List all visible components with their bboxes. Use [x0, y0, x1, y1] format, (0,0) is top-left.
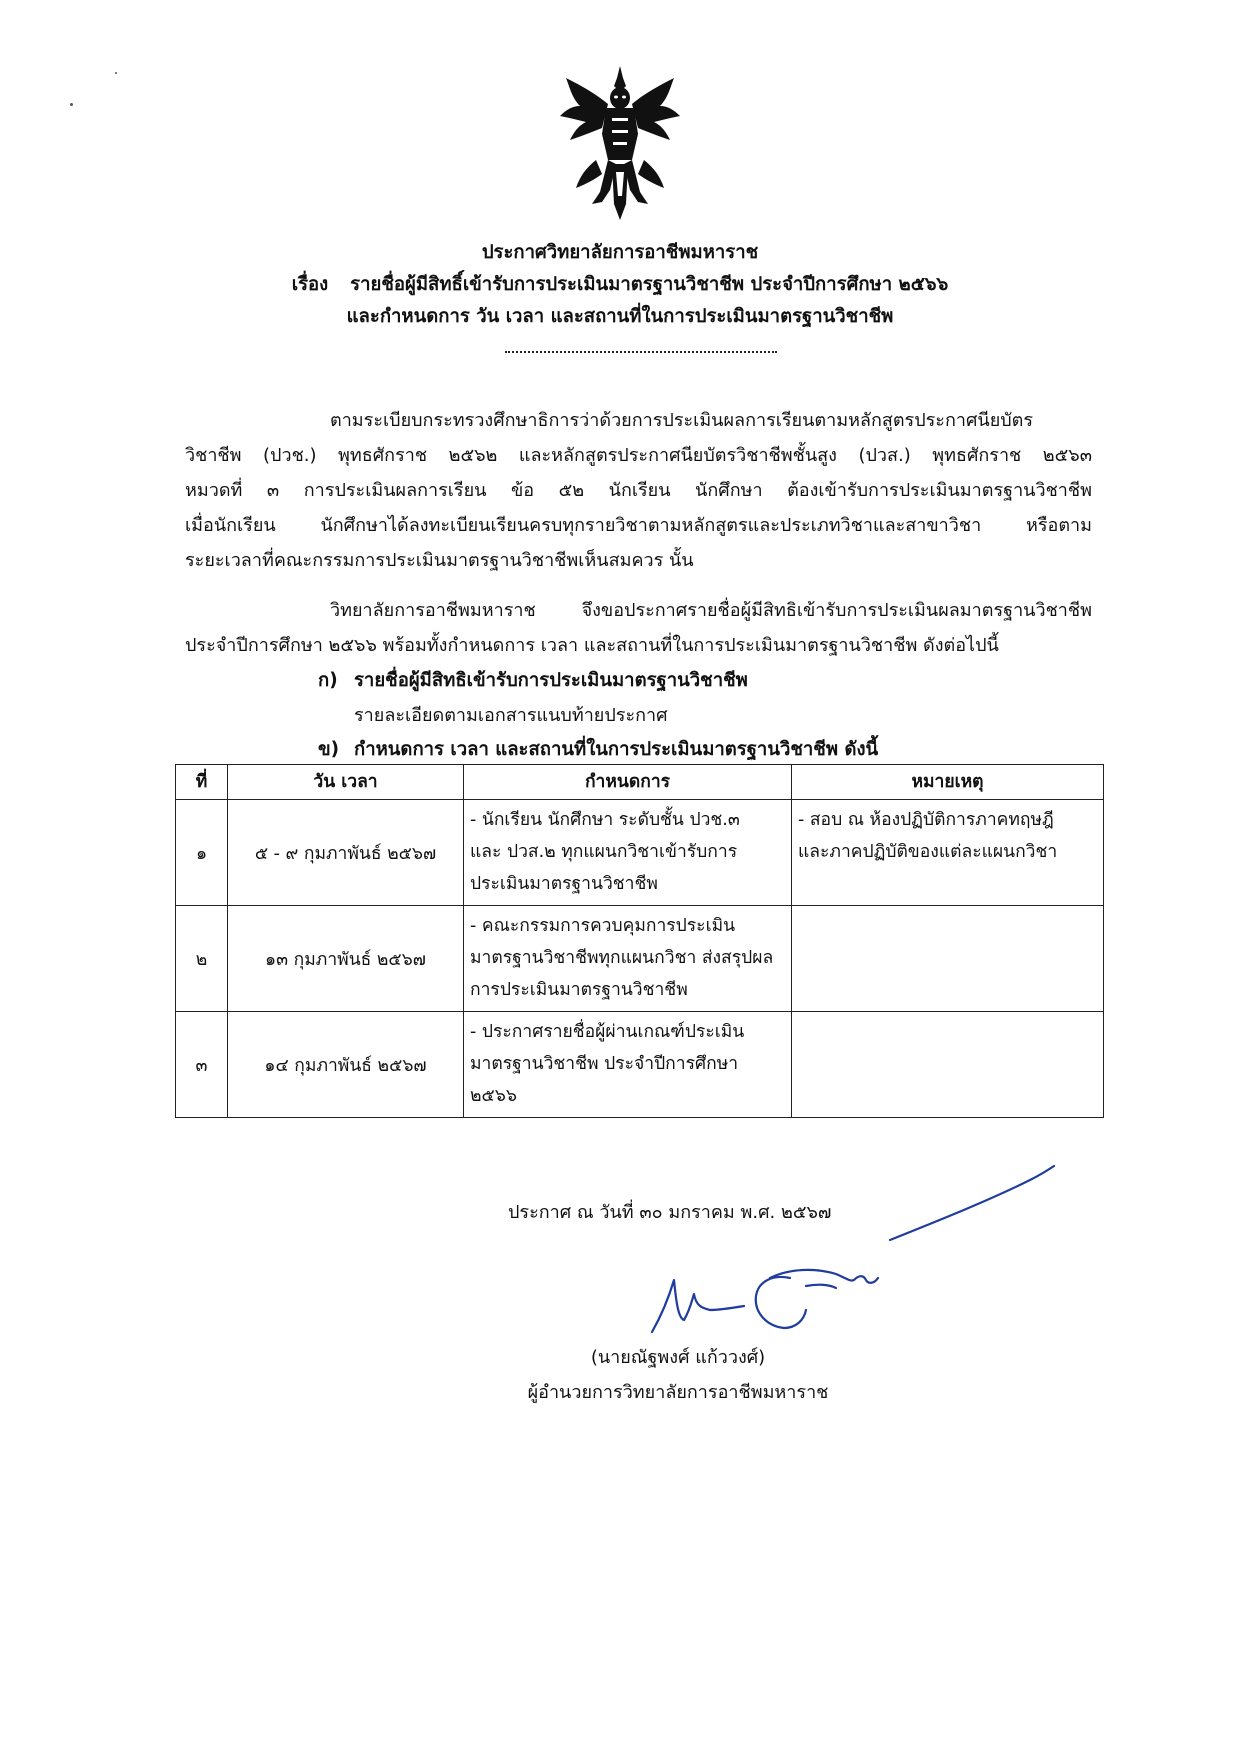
- signer-name: (นายณัฐพงศ์ แก้ววงศ์): [590, 1347, 766, 1368]
- scan-speck: [70, 103, 73, 106]
- header-no: ที่: [176, 765, 228, 800]
- section-b-title: กำหนดการ เวลา และสถานที่ในการประเมินมาตรฐานวิชาชีพ ดังนี้: [354, 739, 879, 760]
- table-row: [176, 800, 1104, 906]
- para1-line: หมวดที่ ๓ การประเมินผลการเรียน ข้อ ๕๒ นักเรียน นักศึกษา ต้องเข้ารับการประเมินมาตรฐานวิชาชีพ: [185, 480, 1092, 501]
- section-a-marker: ก): [318, 670, 338, 691]
- row-no: ๒: [176, 906, 228, 1012]
- remark-line: และภาคปฏิบัติของแต่ละแผนกวิชา: [798, 842, 1058, 862]
- schedule-line: ๒๕๖๖: [470, 1086, 517, 1106]
- schedule-line: และ ปวส.๒ ทุกแผนกวิชาเข้ารับการ: [470, 842, 738, 862]
- row-remark: [792, 1012, 1104, 1118]
- header-schedule: กำหนดการ: [464, 765, 792, 800]
- row-date: ๑๔ กุมภาพันธ์ ๒๕๖๗: [228, 1012, 464, 1118]
- schedule-line: - คณะกรรมการควบคุมการประเมิน: [470, 916, 736, 936]
- header-remark: หมายเหตุ: [792, 765, 1104, 800]
- remark-line: - สอบ ณ ห้องปฏิบัติการภาคทฤษฎี: [798, 810, 1054, 830]
- handwritten-signature: [640, 1150, 1060, 1350]
- schedule-line: การประเมินมาตรฐานวิชาชีพ: [470, 980, 688, 1000]
- row-no: ๑: [176, 800, 228, 906]
- para1-line: ระยะเวลาที่คณะกรรมการประเมินมาตรฐานวิชาชีพเห็นสมควร นั้น: [185, 550, 694, 571]
- row-remark: [792, 906, 1104, 1012]
- row-date: ๕ - ๙ กุมภาพันธ์ ๒๕๖๗: [228, 800, 464, 906]
- row-no: ๓: [176, 1012, 228, 1118]
- table-row: [176, 1012, 1104, 1118]
- subject-line-2: และกำหนดการ วัน เวลา และสถานที่ในการประเมินมาตรฐานวิชาชีพ: [346, 306, 894, 327]
- row-schedule: [464, 800, 792, 906]
- section-a-detail: รายละเอียดตามเอกสารแนบท้ายประกาศ: [354, 705, 668, 726]
- schedule-line: - นักเรียน นักศึกษา ระดับชั้น ปวช.๓: [470, 810, 740, 830]
- row-schedule: [464, 1012, 792, 1118]
- schedule-line: ประเมินมาตรฐานวิชาชีพ: [470, 874, 658, 894]
- subject-line-1: [0, 272, 1240, 298]
- schedule-line: มาตรฐานวิชาชีพ ประจำปีการศึกษา: [470, 1054, 739, 1074]
- subject-label: เรื่อง: [291, 274, 329, 295]
- schedule-table: [175, 764, 1104, 1118]
- section-b-heading: [318, 737, 878, 763]
- para2-line: วิทยาลัยการอาชีพมหาราช จึงขอประกาศรายชื่อผู้มีสิทธิเข้ารับการประเมินผลมาตรฐานวิชาชีพ: [330, 600, 1092, 621]
- para2-line: ประจำปีการศึกษา ๒๕๖๖ พร้อมทั้งกำหนดการ เวลา และสถานที่ในการประเมินมาตรฐานวิชาชีพ ดังต่อไปนี้: [185, 635, 999, 656]
- row-date: ๑๓ กุมภาพันธ์ ๒๕๖๗: [228, 906, 464, 1012]
- schedule-line: มาตรฐานวิชาชีพทุกแผนกวิชา ส่งสรุปผล: [470, 948, 774, 968]
- section-a-heading: [318, 668, 748, 694]
- subject-text: รายชื่อผู้มีสิทธิ์เข้ารับการประเมินมาตรฐานวิชาชีพ ประจำปีการศึกษา ๒๕๖๖: [350, 274, 949, 295]
- announcement-date: ประกาศ ณ วันที่ ๓๐ มกราคม พ.ศ. ๒๕๖๗: [508, 1202, 832, 1223]
- table-header-row: [176, 765, 1104, 800]
- scan-speck: [115, 72, 117, 74]
- table-row: [176, 906, 1104, 1012]
- page-title: ประกาศวิทยาลัยการอาชีพมหาราช: [481, 242, 759, 263]
- section-a-title: รายชื่อผู้มีสิทธิเข้ารับการประเมินมาตรฐานวิชาชีพ: [354, 670, 748, 691]
- header-date: วัน เวลา: [228, 765, 464, 800]
- row-schedule: [464, 906, 792, 1012]
- para1-line: เมื่อนักเรียน นักศึกษาได้ลงทะเบียนเรียนครบทุกรายวิชาตามหลักสูตรและประเภทวิชาและสาขาวิชา หรือตาม: [185, 515, 1092, 536]
- para1-line: วิชาชีพ (ปวช.) พุทธศักราช ๒๕๖๒ และหลักสูตรประกาศนียบัตรวิชาชีพชั้นสูง (ปวส.) พุทธศักราช ๒๕๖๓: [185, 445, 1092, 466]
- section-b-marker: ข): [318, 739, 340, 760]
- row-remark: [792, 800, 1104, 906]
- garuda-emblem: [556, 64, 684, 222]
- schedule-line: - ประกาศรายชื่อผู้ผ่านเกณฑ์ประเมิน: [470, 1022, 745, 1042]
- para1-line: ตามระเบียบกระทรวงศึกษาธิการว่าด้วยการประเมินผลการเรียนตามหลักสูตรประกาศนียบัตร: [330, 410, 1034, 431]
- dotted-separator: [505, 351, 777, 353]
- signer-title: ผู้อำนวยการวิทยาลัยการอาชีพมหาราช: [527, 1382, 829, 1403]
